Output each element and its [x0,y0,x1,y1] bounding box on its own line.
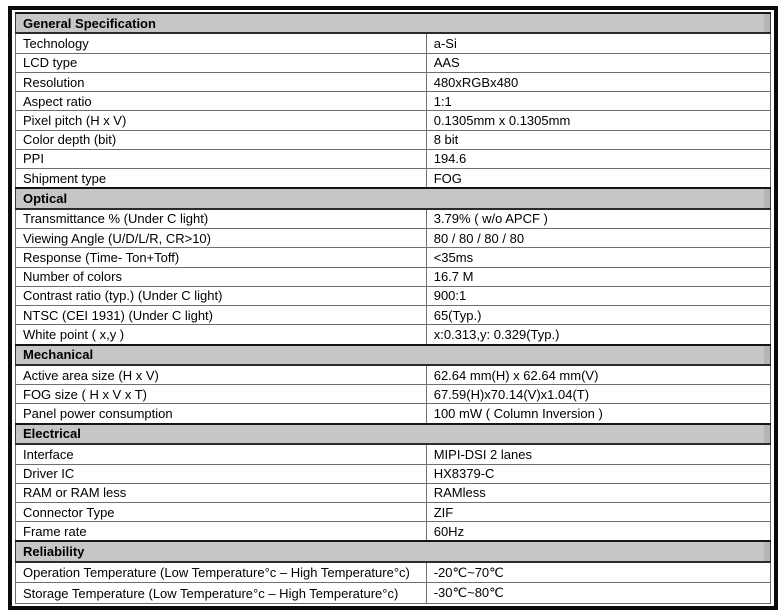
spec-value: 80 / 80 / 80 / 80 [426,229,770,248]
spec-value: 900:1 [426,286,770,305]
table-row [16,325,771,345]
spec-label: Driver IC [16,464,427,483]
table-row [16,404,771,424]
spec-table [15,12,771,604]
table-row [16,522,771,542]
section-header-row [16,345,771,365]
spec-value: 60Hz [426,522,770,542]
table-row [16,483,771,502]
spec-label: Aspect ratio [16,92,427,111]
spec-label: Shipment type [16,169,427,189]
section-title: General Specification [16,13,771,33]
spec-value: 65(Typ.) [426,305,770,324]
spec-label: Storage Temperature (Low Temperature°c – High Temperature°c) [16,583,427,604]
spec-label: RAM or RAM less [16,483,427,502]
section-header-row [16,13,771,33]
spec-value: x:0.313,y: 0.329(Typ.) [426,325,770,345]
table-row [16,464,771,483]
spec-value: MIPI-DSI 2 lanes [426,444,770,464]
spec-value: HX8379-C [426,464,770,483]
table-row [16,72,771,91]
spec-value: 16.7 M [426,267,770,286]
spec-label: PPI [16,149,427,168]
spec-value: 480xRGBx480 [426,72,770,91]
spec-value: ZIF [426,502,770,521]
spec-label: Number of colors [16,267,427,286]
spec-label: Color depth (bit) [16,130,427,149]
section-title: Reliability [16,541,771,561]
table-row [16,33,771,53]
spec-label: Technology [16,33,427,53]
spec-value: RAMless [426,483,770,502]
section-title: Mechanical [16,345,771,365]
section-title: Electrical [16,424,771,444]
spec-value: -20℃~70℃ [426,562,770,583]
table-row [16,248,771,267]
table-row [16,286,771,305]
spec-value: 67.59(H)x70.14(V)x1.04(T) [426,385,770,404]
section-header-row [16,424,771,444]
spec-label: White point ( x,y ) [16,325,427,345]
spec-table-frame [8,6,778,610]
spec-label: Interface [16,444,427,464]
spec-value: 1:1 [426,92,770,111]
table-row [16,111,771,130]
spec-label: Viewing Angle (U/D/L/R, CR>10) [16,229,427,248]
table-row [16,267,771,286]
table-row [16,305,771,324]
section-title: Optical [16,188,771,208]
spec-value: 8 bit [426,130,770,149]
spec-label: Operation Temperature (Low Temperature°c – High Temperature°c) [16,562,427,583]
spec-label: FOG size ( H x V x T) [16,385,427,404]
spec-label: Contrast ratio (typ.) (Under C light) [16,286,427,305]
spec-table-body [16,13,771,604]
spec-label: Resolution [16,72,427,91]
table-row [16,365,771,385]
table-row [16,444,771,464]
spec-value: AAS [426,53,770,72]
spec-label: Panel power consumption [16,404,427,424]
spec-value: 194.6 [426,149,770,168]
spec-value: 0.1305mm x 0.1305mm [426,111,770,130]
table-row [16,149,771,168]
spec-value: 3.79% ( w/o APCF ) [426,209,770,229]
spec-label: Connector Type [16,502,427,521]
spec-label: Transmittance % (Under C light) [16,209,427,229]
spec-value: a-Si [426,33,770,53]
section-header-row [16,188,771,208]
section-header-row [16,541,771,561]
spec-label: Active area size (H x V) [16,365,427,385]
table-row [16,130,771,149]
spec-value: 62.64 mm(H) x 62.64 mm(V) [426,365,770,385]
spec-label: LCD type [16,53,427,72]
table-row [16,583,771,604]
table-row [16,502,771,521]
table-row [16,562,771,583]
table-row [16,169,771,189]
spec-value: 100 mW ( Column Inversion ) [426,404,770,424]
spec-value: <35ms [426,248,770,267]
table-row [16,92,771,111]
spec-label: NTSC (CEI 1931) (Under C light) [16,305,427,324]
spec-value: -30℃~80℃ [426,583,770,604]
table-row [16,385,771,404]
table-row [16,229,771,248]
spec-label: Response (Time- Ton+Toff) [16,248,427,267]
table-row [16,53,771,72]
spec-label: Pixel pitch (H x V) [16,111,427,130]
spec-value: FOG [426,169,770,189]
spec-label: Frame rate [16,522,427,542]
table-row [16,209,771,229]
